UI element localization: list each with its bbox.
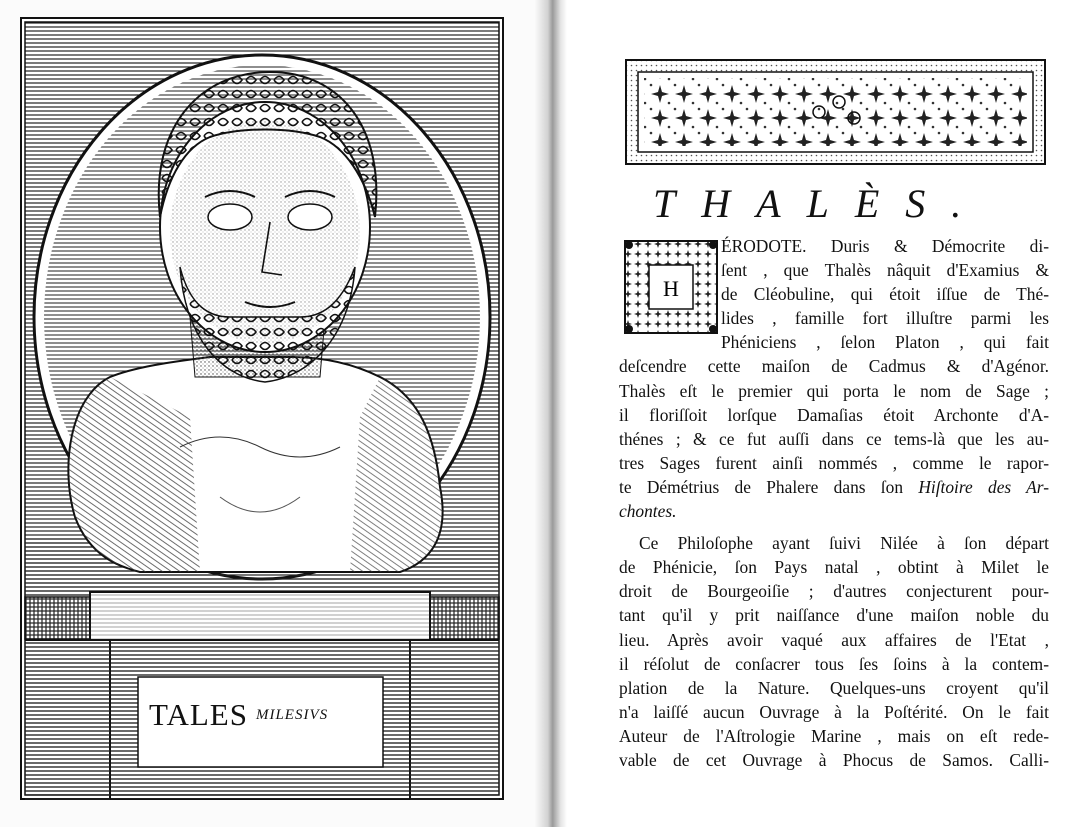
text-line: thénes ; & ce fut auſſi dans ce tems-là que les au- [619, 428, 1049, 449]
text-line: il floriſſoit lorſque Damaſias étoit Archonte d'A- [619, 404, 1049, 425]
portrait-engraving [20, 17, 504, 800]
text-line: ÉRODOTE. Duris & Démocrite di- [721, 236, 1049, 256]
caption-main: TALES [149, 697, 248, 732]
drop-cap-letter: H [663, 276, 679, 301]
text-line: de Phénicie, ſon Pays natal , obtint à Milet le [619, 557, 1049, 578]
text-line: n'a laiſſé aucun Ouvrage à la Poſtérité. On le fait [619, 701, 1049, 722]
ornamental-headpiece [624, 58, 1047, 168]
body-text [619, 234, 1049, 772]
text-line: Ce Philoſophe ayant ſuivi Nilée à ſon départ [639, 533, 1049, 554]
text-line: tres Sages furent ainſi nommés , comme le rapor- [619, 452, 1049, 473]
book-gutter [535, 0, 567, 827]
text-line: Phéniciens , ſelon Platon , qui fait [721, 332, 1049, 353]
text-line: tant qu'il y prit naiſſance d'une maiſon noble du [619, 605, 1049, 626]
text-segment: te Démétrius de Phalere dans ſon [619, 476, 904, 497]
text-line: de Cléobuline, qui étoit iſſue de Thé- [721, 284, 1049, 305]
right-page [567, 0, 1080, 827]
page-title: THALÈS. [653, 181, 988, 226]
text-line: plation de la Nature. Quelques-uns croyent qu'il [619, 677, 1049, 698]
text-line: Thalès eſt le premier qui porta le nom de Sage ; [619, 380, 1049, 401]
text-line: lides , famille fort illuſtre parmi les [721, 308, 1049, 329]
portrait-caption [145, 690, 383, 740]
text-line-with-italic [619, 475, 1049, 499]
caption-sub: MILESIVS [255, 706, 329, 723]
text-line: chontes. [619, 501, 677, 522]
text-line: vable de cet Ouvrage à Phocus de Samos. Calli- [619, 749, 1049, 770]
text-line: deſcendre cette maiſon de Cadmus & d'Agénor. [619, 356, 1049, 377]
italic-title: Hiſtoire des Ar- [918, 476, 1049, 497]
left-page [0, 0, 535, 827]
text-line: droit de Bourgeoiſie ; d'autres conjecturent pour- [619, 581, 1049, 602]
text-line: lieu. Après avoir vaqué aux affaires de l'Etat , [619, 629, 1049, 650]
text-line: ſent , que Thalès nâquit d'Examius & [721, 260, 1049, 281]
text-line: il réſolut de conſacrer tous ſes ſoins à la contem- [619, 653, 1049, 674]
text-line: Auteur de l'Aſtrologie Marine , mais on eſt rede- [619, 725, 1049, 746]
